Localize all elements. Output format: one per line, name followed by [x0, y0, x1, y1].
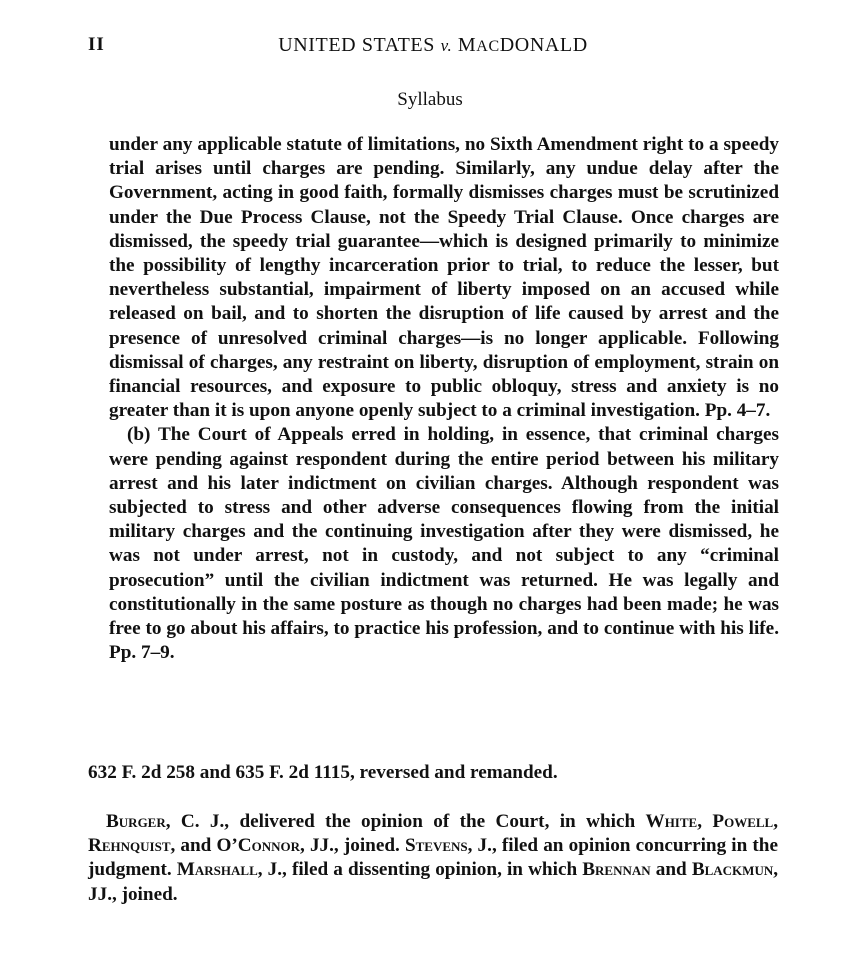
- justice-name: Powell: [712, 811, 774, 832]
- syllabus-paragraph-2: (b) The Court of Appeals erred in holding, in essence, that criminal charges were pending against respondent during the entire period between his military arrest and his later indictment on civilian charges. Although respondent was subjected to stress and other adverse consequences flowing from the initial military charges and the continuing investigation after they were dismissed, he was not under arrest, not in custody, and not subject to any “criminal prosecution” until the civilian indictment was returned. He was legally and constitutionally in the same posture as though no charges had been made; he was free to go about his affairs, to practice his profession, and to continue with his life. Pp. 7–9.: [109, 424, 779, 664]
- running-header: [88, 34, 778, 60]
- case-title-versus: v.: [440, 36, 453, 55]
- syllabus-body: [109, 133, 779, 665]
- lower-court-disposition: 632 F. 2d 258 and 635 F. 2d 1115, reversed and remanded.: [88, 762, 558, 783]
- opinion-authorship: Burger, C. J., delivered the opinion of the Court, in which White, Powell, Rehnquist, and O’Connor, JJ., joined. Stevens, J., filed an opinion concurring in the judgment. Marshall, J., filed a dissenting opinion, in which Brennan and Blackmun, JJ., joined.: [88, 811, 779, 905]
- justice-name: Burger: [106, 811, 166, 832]
- case-title-part2: MACDONALD: [457, 34, 588, 56]
- page-number: II: [88, 34, 105, 55]
- justice-name: O’Connor: [216, 835, 301, 857]
- justice-name: Stevens: [404, 835, 468, 857]
- justice-name: Rehnquist: [88, 835, 171, 857]
- justice-name: Blackmun: [691, 859, 774, 881]
- case-title-part1: UNITED STATES: [278, 34, 435, 56]
- justice-name: Marshall: [176, 859, 258, 881]
- syllabus-paragraph-1: under any applicable statute of limitations, no Sixth Amendment right to a speedy trial arises until charges are pending. Similarly, any undue delay after the Government, acting in good faith, formally dismisses charges must be scrutinized under the Due Process Clause, not the Speedy Trial Clause. Once charges are dismissed, the speedy trial guarantee—which is designed primarily to minimize the possibility of lengthy incarceration prior to trial, to reduce the lesser, but nevertheless substantial, impairment of liberty imposed on an accused while released on bail, and to shorten the disruption of life caused by arrest and the presence of unresolved criminal charges—is no longer applicable. Following dismissal of charges, any restraint on liberty, disruption of employment, strain on financial resources, and exposure to public obloquy, stress and anxiety is no greater than it is upon anyone openly subject to a criminal investigation. Pp. 4–7.: [109, 134, 779, 422]
- justice-name: Brennan: [582, 859, 651, 881]
- case-title: [88, 34, 778, 57]
- justice-name: White: [645, 811, 698, 832]
- section-title: Syllabus: [397, 89, 463, 110]
